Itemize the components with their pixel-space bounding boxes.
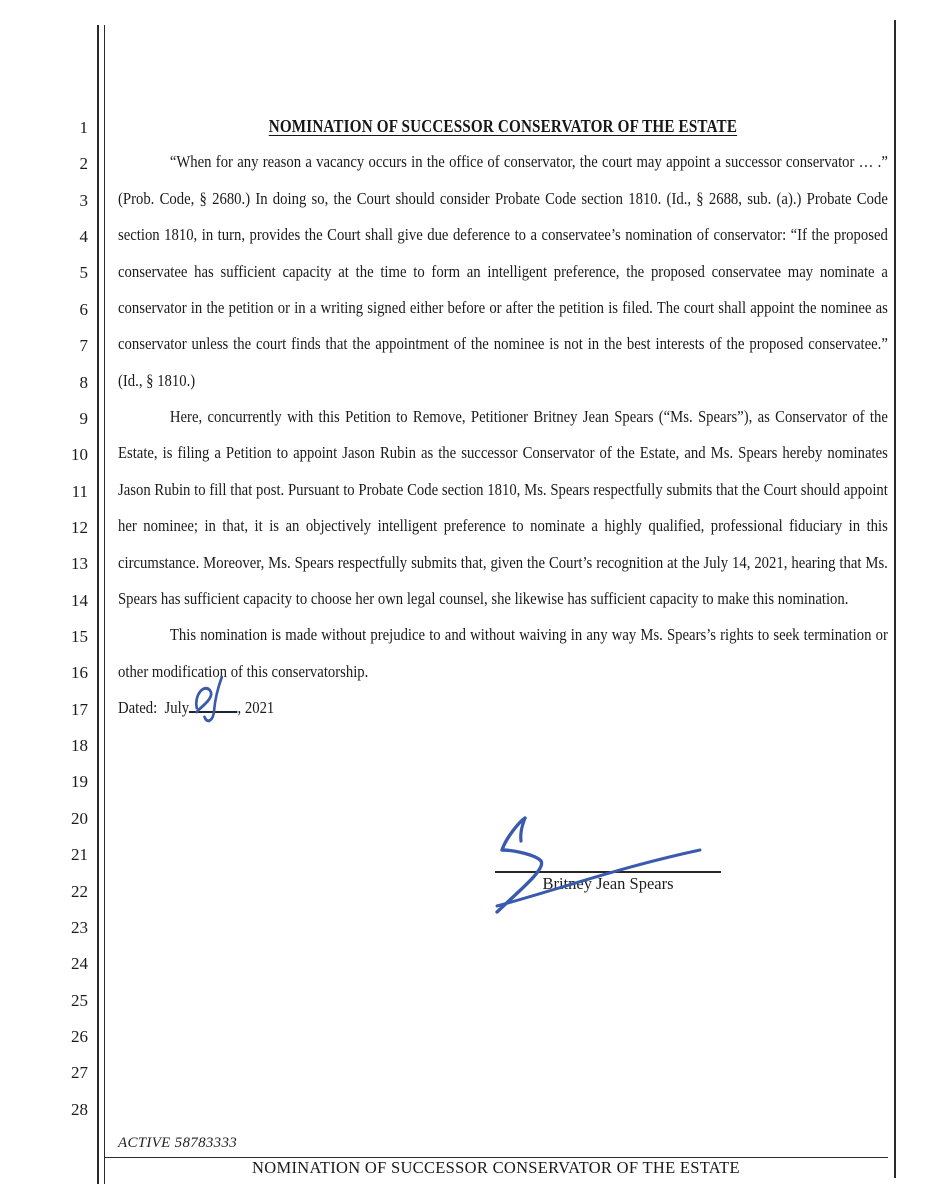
left-margin-rule-inner [104,25,106,1184]
line-number: 8 [79,372,88,392]
line-number: 11 [71,481,88,501]
line-number: 19 [71,772,88,792]
dated-suffix: , 2021 [237,698,275,717]
paragraph-nomination: Here, concurrently with this Petition to Remove, Petitioner Britney Jean Spears (“Ms. Spears”), as Conservator of the Estate, is filing a Petition to appoint Jason Rubin as the successor Conservator of the Estate, and Ms. Spears hereby nominates Jason Rubin to fill that post. Pursuant to Probate Code section 1810, Ms. Spears respectfully submits that the Court should appoint her nominee; in that, it is an objectively intelligent preference to nominate a highly qualified, professional fiduciary in this circumstance. Moreover, Ms. Spears respectfully submits that, given the Court’s recognition at the July 14, 2021, hearing that Ms. Spears has sufficient capacity to choose her own legal counsel, she likewise has sufficient capacity to make this nomination. [118,407,888,608]
footer-doc-id: ACTIVE 58783333 [118,1135,238,1151]
line-number: 14 [71,590,88,610]
line-number: 28 [71,1099,88,1119]
line-number: 10 [71,445,88,465]
handwritten-day-ink [191,672,234,726]
dated-line [118,690,888,726]
line-number: 13 [71,554,88,574]
line-number: 5 [79,263,88,283]
line-number: 21 [71,845,88,865]
line-number: 15 [71,627,88,647]
line-number: 12 [71,517,88,537]
right-margin-rule [894,20,896,1178]
paragraph-no-prejudice: This nomination is made without prejudice to and without waiving in any way Ms. Spears’s rights to seek termination or other modification of this conservatorship. [118,625,888,681]
line-number: 7 [79,336,88,356]
line-number: 6 [79,299,88,319]
line-number: 27 [71,1063,88,1083]
line-number: 2 [79,154,88,174]
paragraph-legal-standard: “When for any reason a vacancy occurs in the office of conservator, the court may appoint a successor conservator … .” (Prob. Code, § 2680.) In doing so, the Court should consider Probate Code section 1810. (Id., § 2688, sub. (a).) Probate Code section 1810, in turn, provides the Court shall give due deference to a conservatee’s nomination of conservator: “If the proposed conservatee has sufficient capacity at the time to form an intelligent preference, the proposed conservatee may nominate a conservator in the petition or in a writing signed either before or after the petition is filed. The court shall appoint the nominee as conservator unless the court finds that the appointment of the nominee is not in the best interests of the proposed conservatee.” (Id., § 1810.) [118,152,888,390]
dated-prefix: Dated: July [118,698,190,717]
line-number: 1 [79,118,88,137]
line-number: 3 [79,190,88,210]
signature-name: Britney Jean Spears [542,874,674,893]
line-number: 20 [71,808,88,828]
handwritten-day [189,693,237,713]
line-number: 17 [71,699,88,719]
footer-title: NOMINATION OF SUCCESSOR CONSERVATOR OF THE ESTATE [252,1158,740,1177]
line-number: 22 [71,881,88,901]
document-title: NOMINATION OF SUCCESSOR CONSERVATOR OF THE ESTATE [268,116,738,136]
line-number: 24 [71,954,88,974]
signature-block [440,795,750,930]
line-number: 23 [71,917,88,937]
line-number: 25 [71,990,88,1010]
line-number: 26 [71,1026,88,1046]
line-number-column [0,110,88,1128]
left-margin-rule-outer [97,25,99,1184]
line-number: 18 [71,736,88,756]
line-number: 9 [79,408,88,428]
document-body [118,108,888,726]
line-number: 4 [79,227,88,247]
line-number: 16 [71,663,88,683]
signature-ink [440,795,750,930]
